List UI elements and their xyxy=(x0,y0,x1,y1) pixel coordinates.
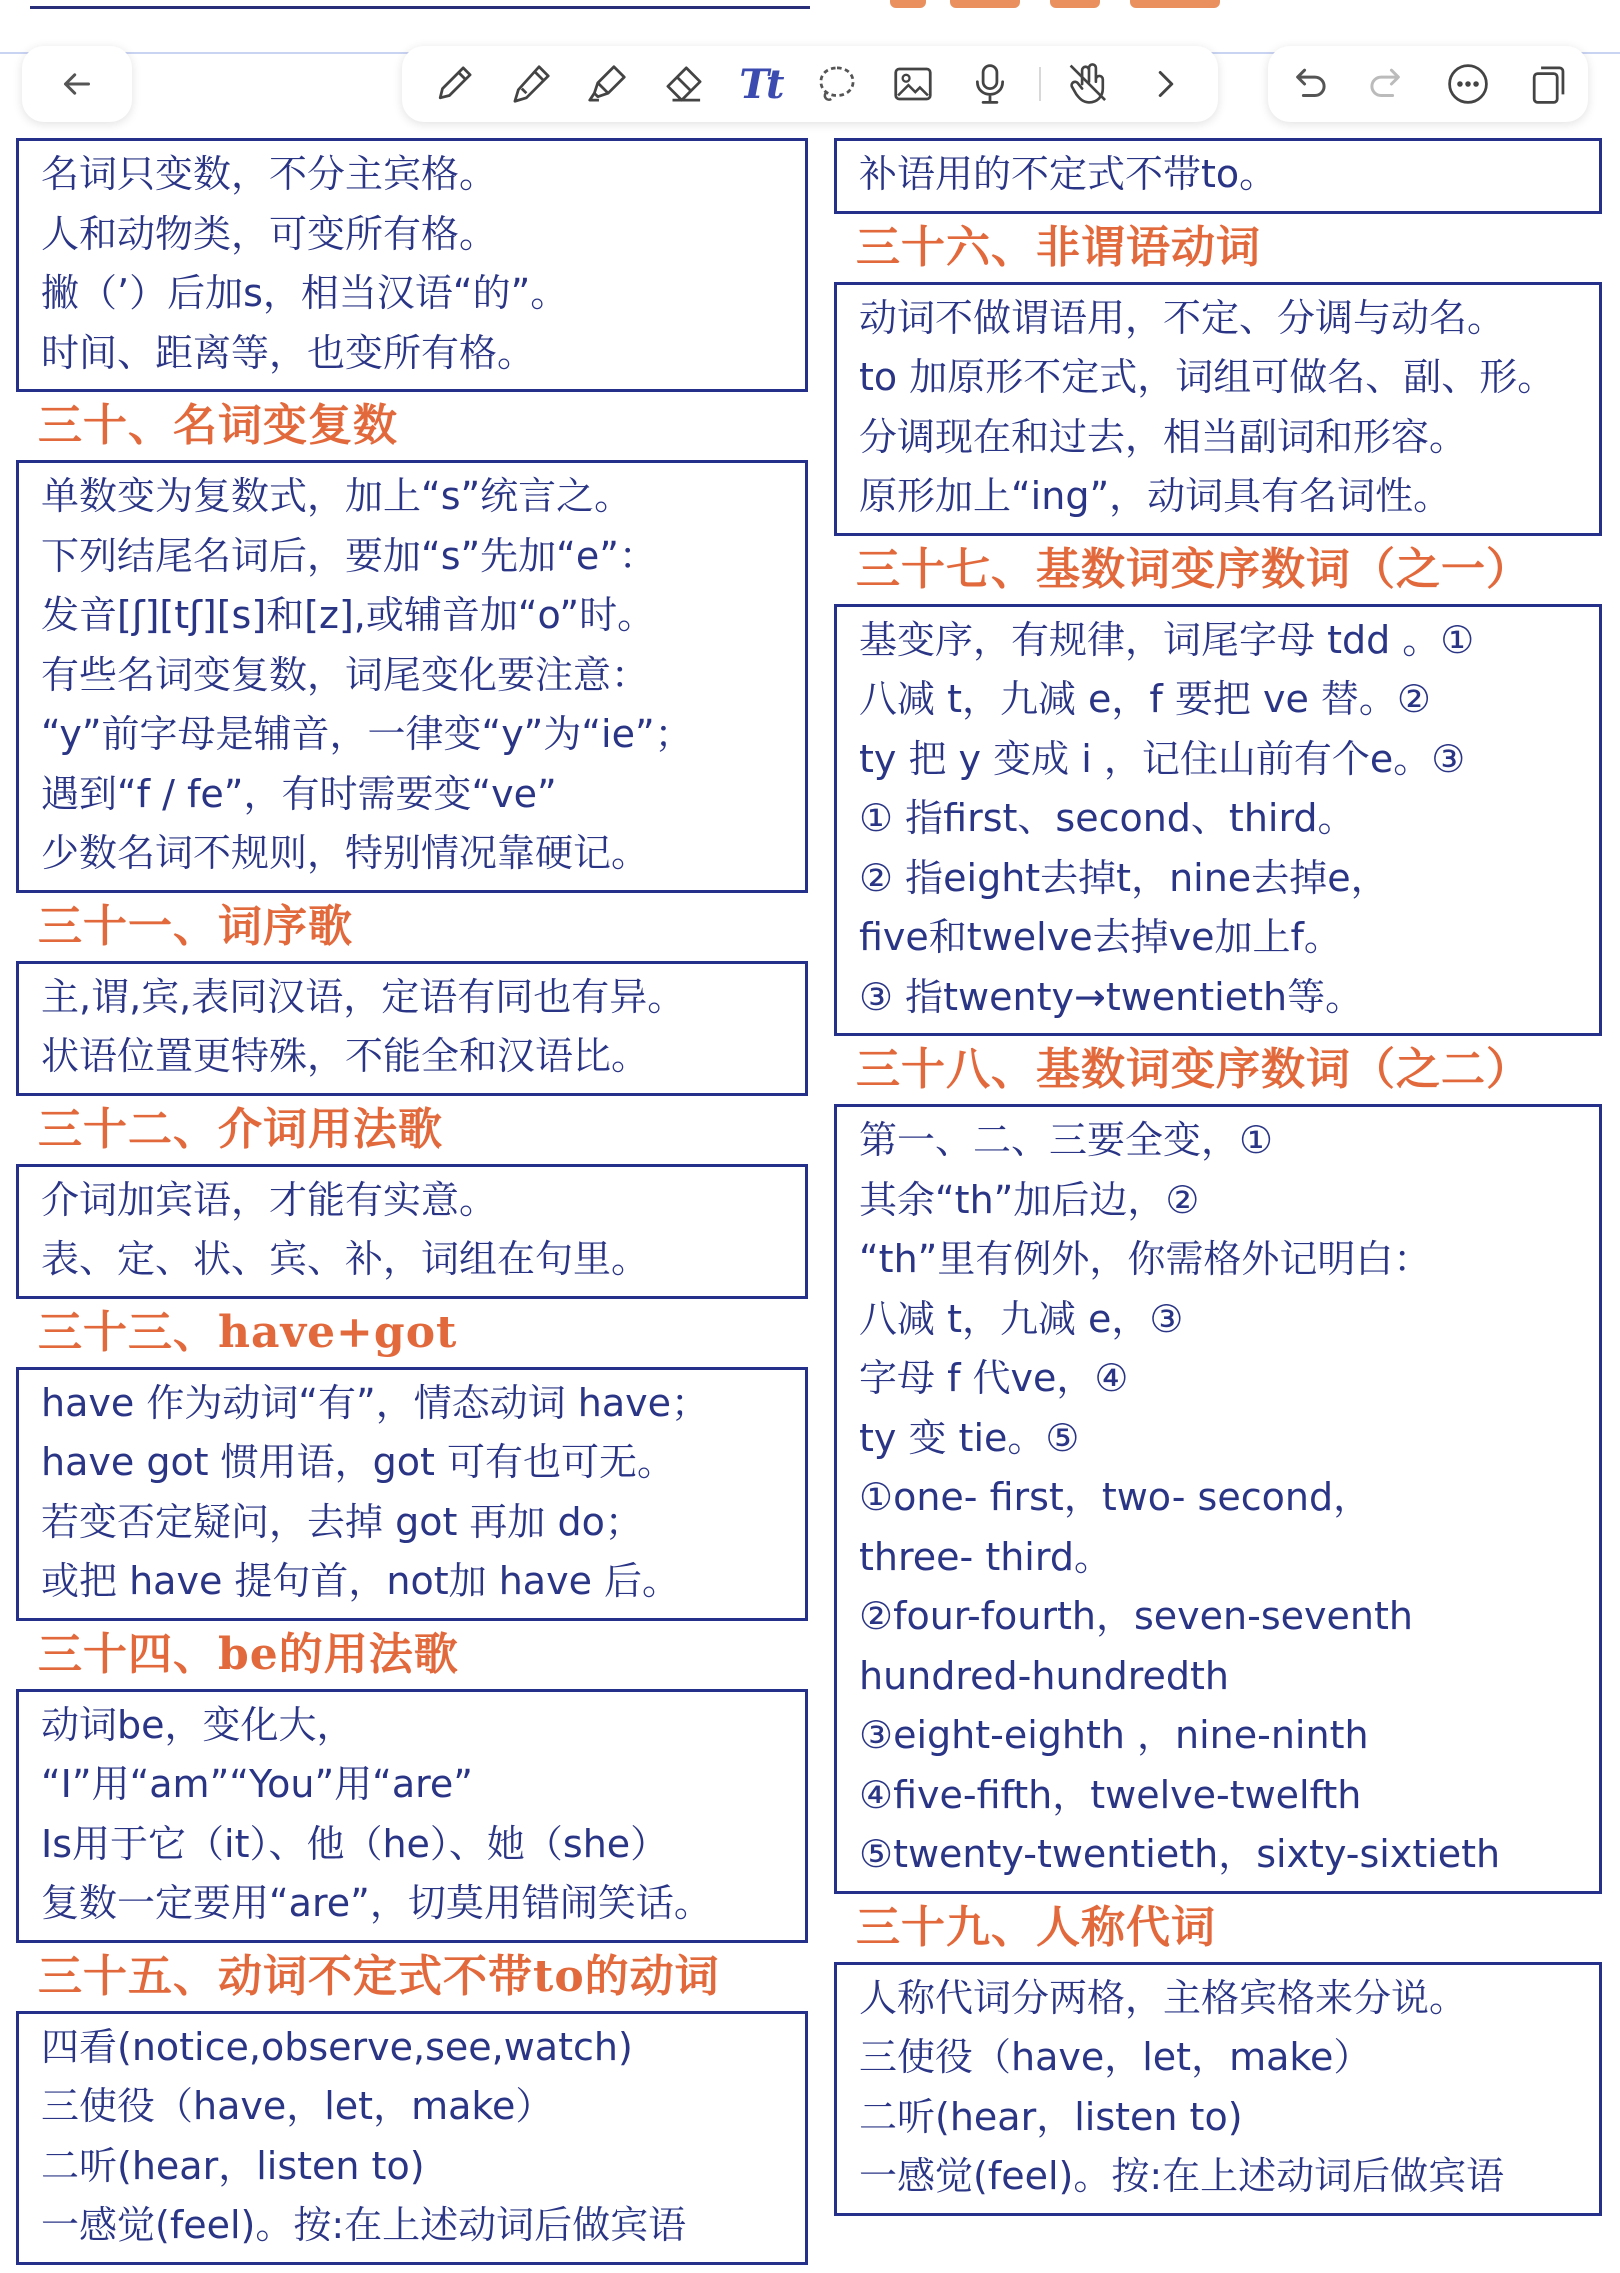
eraser-tool-button[interactable] xyxy=(656,56,712,112)
microphone-icon xyxy=(967,61,1013,107)
rule-line: 基变序，有规律，词尾字母 tdd 。① xyxy=(859,617,1475,662)
rule-line: 少数名词不规则，特别情况靠硬记。 xyxy=(41,831,650,875)
rule-line: 原形加上“ing”，动词具有名词性。 xyxy=(859,474,1452,518)
rule-line: 第一、二、三要全变，① xyxy=(859,1118,1274,1162)
hand-touch-icon xyxy=(1066,61,1112,107)
rule-box xyxy=(834,1962,1602,2216)
rule-line: 人称代词分两格，主格宾格来分说。 xyxy=(859,1975,1468,2020)
section-heading: 三十一、词序歌 xyxy=(38,900,353,952)
rule-line: ③ 指twenty→twentieth等。 xyxy=(859,974,1364,1019)
rule-line: 分调现在和过去，相当副词和形容。 xyxy=(859,414,1468,459)
rule-line: 或把 have 提句首，not加 have 后。 xyxy=(41,1559,681,1603)
rule-line: ②four-fourth，seven-seventh xyxy=(859,1594,1413,1638)
pages-button[interactable] xyxy=(1520,56,1576,112)
rule-line: to 加原形不定式，词组可做名、副、形。 xyxy=(859,355,1556,399)
section-heading: 三十七、基数词变序数词（之一） xyxy=(856,543,1531,595)
rule-box xyxy=(16,1689,808,1943)
rule-line: 名词只变数，不分主宾格。 xyxy=(41,152,498,196)
rule-line: 人和动物类，可变所有格。 xyxy=(41,211,498,256)
redo-button[interactable] xyxy=(1360,56,1416,112)
left-note-column xyxy=(16,138,808,2273)
rule-box xyxy=(16,138,808,392)
more-tools-button[interactable] xyxy=(1138,56,1194,112)
rule-box xyxy=(16,460,808,893)
section-heading: 三十八、基数词变序数词（之二） xyxy=(856,1044,1531,1095)
rule-box xyxy=(834,604,1602,1037)
pen-icon xyxy=(431,61,477,107)
rule-line: 其余“th”加后边，② xyxy=(859,1177,1200,1222)
rule-line: 动词be，变化大， xyxy=(41,1702,355,1747)
text-tool-icon: Tt xyxy=(739,60,782,108)
rule-box xyxy=(834,282,1602,536)
right-note-column xyxy=(834,138,1602,2224)
rule-line: ty 把 y 变成 i ，记住山前有个e。③ xyxy=(859,736,1466,781)
eraser-icon xyxy=(661,61,707,107)
previous-heading-fragment xyxy=(890,0,1350,10)
rule-line: have got 惯用语，got 可有也可无。 xyxy=(41,1440,676,1484)
rule-line: 一感觉(feel)。按:在上述动词后做宾语 xyxy=(41,2203,687,2247)
rule-line: 八减 t，九减 e，f 要把 ve 替。② xyxy=(859,677,1431,721)
rule-line: 一感觉(feel)。按:在上述动词后做宾语 xyxy=(859,2154,1505,2198)
rule-box xyxy=(834,138,1602,214)
undo-button[interactable] xyxy=(1280,56,1336,112)
rule-line: five和twelve去掉ve加上f。 xyxy=(859,915,1342,959)
rule-line: three- third。 xyxy=(859,1534,1112,1579)
section-heading: 三十六、非谓语动词 xyxy=(856,221,1261,273)
rule-line: 三使役（have，let，make） xyxy=(859,2035,1372,2079)
toolbar-divider xyxy=(1039,67,1041,101)
rule-line: 介词加宾语，才能有实意。 xyxy=(41,1177,498,1222)
microphone-tool-button[interactable] xyxy=(962,56,1018,112)
action-pill xyxy=(1268,46,1588,122)
highlighter-tool-button[interactable] xyxy=(579,56,635,112)
previous-box-bottom-edge xyxy=(30,0,810,9)
rule-line: 状语位置更特殊，不能全和汉语比。 xyxy=(41,1034,650,1078)
back-arrow-icon xyxy=(54,61,100,107)
rule-line: 撇（’）后加s，相当汉语“的”。 xyxy=(41,271,569,315)
rule-box xyxy=(16,1367,808,1621)
rule-line: 八减 t，九减 e，③ xyxy=(859,1296,1184,1341)
rule-line: 字母 f 代ve，④ xyxy=(859,1356,1129,1400)
text-tool-button[interactable] xyxy=(732,56,788,112)
rule-line: ty 变 tie。⑤ xyxy=(859,1415,1080,1460)
section-heading: 三十二、介词用法歌 xyxy=(38,1103,443,1155)
lasso-tool-button[interactable] xyxy=(809,56,865,112)
rule-line: 动词不做谓语用，不定、分调与动名。 xyxy=(859,295,1506,340)
section-heading: 三十三、have+got xyxy=(38,1306,458,1358)
tool-palette xyxy=(402,46,1218,122)
rule-box xyxy=(834,1104,1602,1894)
copy-pages-icon xyxy=(1525,61,1571,107)
rule-line: 时间、距离等，也变所有格。 xyxy=(41,330,536,375)
rule-line: 有些名词变复数，词尾变化要注意： xyxy=(41,652,650,697)
undo-icon xyxy=(1285,61,1331,107)
rule-line: 发音[ʃ][tʃ][s]和[z],或辅音加“o”时。 xyxy=(41,593,656,637)
rule-line: 若变否定疑问，去掉 got 再加 do； xyxy=(41,1499,643,1544)
rule-line: 三使役（have，let，make） xyxy=(41,2084,554,2128)
rule-line: hundred-hundredth xyxy=(859,1653,1230,1698)
section-heading: 三十、名词变复数 xyxy=(38,400,398,451)
rule-line: Is用于它（it）、他（he）、她（she） xyxy=(41,1821,669,1866)
rule-box xyxy=(16,2011,808,2265)
rule-line: “I”用“am”“You”用“are” xyxy=(41,1762,473,1806)
rule-line: 表、定、状、宾、补，词组在句里。 xyxy=(41,1237,650,1281)
lasso-icon xyxy=(814,61,860,107)
more-options-button[interactable] xyxy=(1440,56,1496,112)
rule-line: ⑤twenty-twentieth，sixty-sixtieth xyxy=(859,1832,1501,1876)
rule-line: 四看(notice,observe,see,watch) xyxy=(41,2024,633,2069)
rule-line: 遇到“f / fe”，有时需要变“ve” xyxy=(41,771,557,816)
section-heading: 三十五、动词不定式不带to的动词 xyxy=(38,1950,720,2002)
touch-draw-toggle[interactable] xyxy=(1061,56,1117,112)
rule-line: have 作为动词“有”，情态动词 have； xyxy=(41,1380,710,1425)
section-heading: 三十四、be的用法歌 xyxy=(38,1628,459,1680)
back-button[interactable] xyxy=(49,56,105,112)
pen-tool-button[interactable] xyxy=(426,56,482,112)
rule-line: “y”前字母是辅音，一律变“y”为“ie”； xyxy=(41,712,693,756)
more-icon xyxy=(1445,61,1491,107)
section-heading: 三十九、人称代词 xyxy=(856,1901,1216,1953)
rule-line: ② 指eight去掉t，nine去掉e， xyxy=(859,855,1389,900)
rule-line: 单数变为复数式，加上“s”统言之。 xyxy=(41,474,633,518)
rule-line: 复数一定要用“are”，切莫用错闹笑话。 xyxy=(41,1881,712,1925)
pencil-tool-button[interactable] xyxy=(503,56,559,112)
rule-line: 二听(hear，listen to) xyxy=(41,2143,425,2188)
rule-box xyxy=(16,1164,808,1299)
rule-box xyxy=(16,961,808,1096)
rule-line: ① 指first、second、third。 xyxy=(859,796,1356,840)
rule-line: 二听(hear，listen to) xyxy=(859,2094,1243,2139)
rule-line: ③eight-eighth ，nine-ninth xyxy=(859,1713,1369,1757)
rule-line: “th”里有例外，你需格外记明白： xyxy=(859,1237,1432,1281)
rule-line: 下列结尾名词后，要加“s”先加“e”： xyxy=(41,533,657,578)
image-tool-button[interactable] xyxy=(885,56,941,112)
highlighter-icon xyxy=(584,61,630,107)
rule-line: ①one- first，two- second， xyxy=(859,1475,1372,1519)
pencil-icon xyxy=(508,61,554,107)
rule-line: ④five-fifth，twelve-twelfth xyxy=(859,1772,1362,1817)
image-icon xyxy=(890,61,936,107)
chevron-right-icon xyxy=(1143,61,1189,107)
rule-line: 补语用的不定式不带to。 xyxy=(859,152,1278,196)
redo-icon xyxy=(1365,61,1411,107)
rule-line: 主,谓,宾,表同汉语，定语有同也有异。 xyxy=(41,974,686,1019)
back-pill xyxy=(22,46,132,122)
